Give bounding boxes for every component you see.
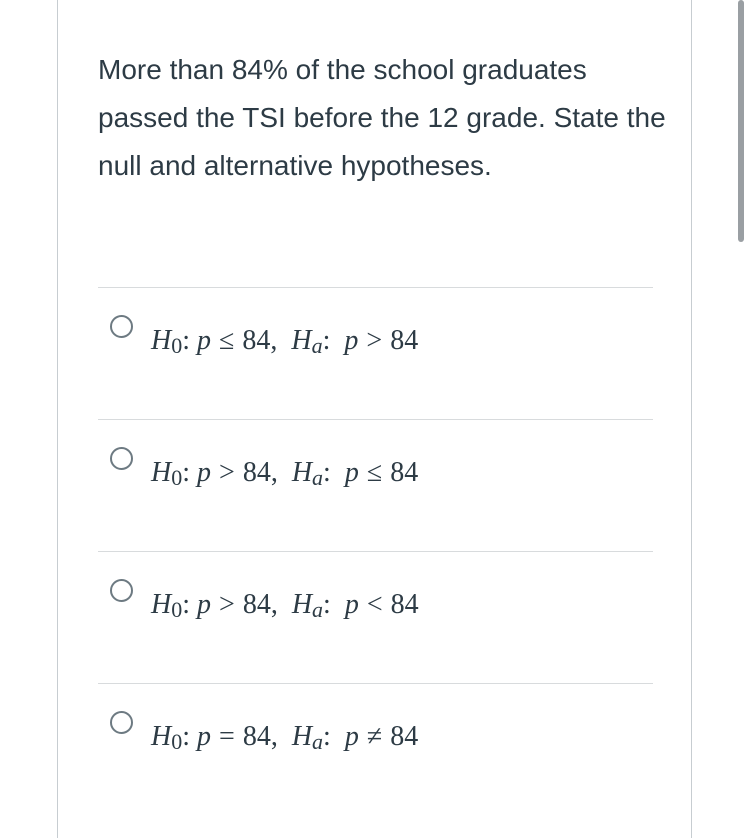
- radio-button[interactable]: [110, 579, 133, 602]
- answer-option-3[interactable]: [98, 579, 653, 699]
- answer-divider: [98, 551, 653, 552]
- answer-formula: H0: p > 84, Ha: p ≤ 84: [151, 457, 419, 490]
- answer-divider: [98, 683, 653, 684]
- radio-button[interactable]: [110, 447, 133, 470]
- radio-button[interactable]: [110, 315, 133, 338]
- answer-option-2[interactable]: [98, 447, 653, 567]
- answer-divider: [98, 419, 653, 420]
- radio-button[interactable]: [110, 711, 133, 734]
- scrollbar-thumb[interactable]: [738, 0, 744, 242]
- answer-formula: H0: p = 84, Ha: p ≠ 84: [151, 721, 419, 754]
- answer-option-4[interactable]: [98, 711, 653, 831]
- answer-option-1[interactable]: [98, 315, 653, 435]
- question-text: More than 84% of the school graduates passed the TSI before the 12 grade. State the null and alternative hypotheses.: [98, 54, 666, 181]
- answer-formula: H0: p > 84, Ha: p < 84: [151, 589, 419, 622]
- question-card: [57, 0, 692, 838]
- answer-formula: H0: p ≤ 84, Ha: p > 84: [151, 325, 419, 358]
- answer-divider: [98, 287, 653, 288]
